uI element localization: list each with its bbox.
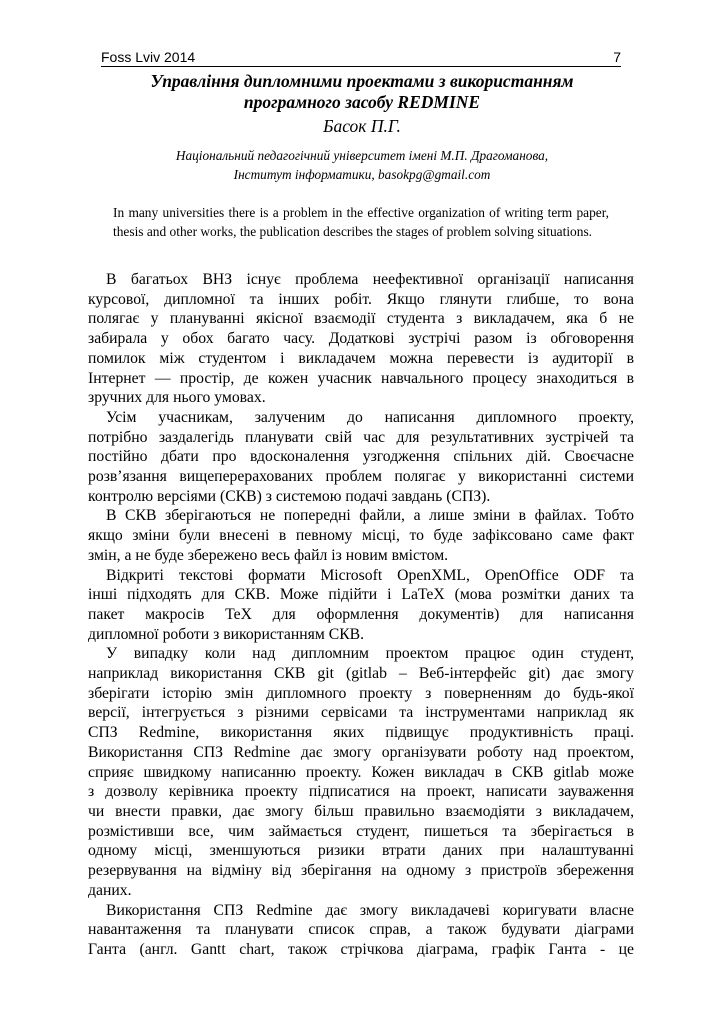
text-line: В СКВ зберігаються не попередні файли, а лише зміни в файлах. Тобто bbox=[106, 507, 634, 525]
text-line: СПЗ Redmine, використання яких підвищує продуктивність праці. bbox=[88, 724, 634, 742]
text-line: помилок між студентом і викладачем можна перевести із аудиторії в bbox=[88, 349, 634, 367]
body-paragraph bbox=[88, 644, 634, 900]
text-line: контролю версіями (СКВ) з системою подачі завдань (СПЗ). bbox=[88, 487, 491, 505]
text-line: Усім учасникам, залученим до написання дипломного проекту, bbox=[106, 408, 634, 426]
affiliation-line: Інститут інформатики, basokpg@gmail.com bbox=[233, 167, 491, 182]
text-line: Ганта (англ. Gantt chart, також стрічкова діаграма, графік Ганта - це bbox=[88, 940, 634, 958]
abstract: In many universities there is a problem in the effective organization of writing term paper, thesis and other works, the publication describes the stages of problem solving situations. bbox=[113, 205, 609, 239]
text-line: курсової, дипломної та інших робіт. Якщо глянути глибше, то вона bbox=[88, 290, 634, 308]
body-paragraph bbox=[88, 408, 634, 507]
text-line: постійно дбати про вдосконалення узгодження спільних дій. Своєчасне bbox=[88, 448, 634, 466]
text-line: розв’язання вищеперерахованих проблем полягає у використанні системи bbox=[88, 468, 634, 486]
text-line: сприяє швидкому написанню проекту. Кожен викладач в СКВ gitlab може bbox=[88, 763, 634, 781]
text-line: розмістивши все, чим займається студент, пишеться та зберігається в bbox=[88, 822, 634, 840]
text-line: дипломної роботи з використанням СКВ. bbox=[88, 625, 365, 643]
text-line: зручних для нього умовах. bbox=[88, 389, 266, 407]
text-line: з дозволу керівника проекту підписатися на проект, написати зауваження bbox=[88, 783, 634, 801]
body-paragraph bbox=[88, 566, 634, 645]
text-line: забирала у обох багато часу. Додаткові зустрічі разом із обговорення bbox=[88, 330, 634, 348]
affiliation-line: Національний педагогічний університет імені М.П. Драгоманова, bbox=[175, 148, 549, 163]
body-paragraph bbox=[88, 901, 634, 960]
text-line: У випадку коли над дипломним проектом працює один студент, bbox=[106, 645, 634, 663]
title-line: програмного засобу REDMINE bbox=[243, 92, 481, 112]
running-header bbox=[101, 48, 621, 67]
text-line: змін, а не буде збережено весь файл із новим вмістом. bbox=[88, 546, 449, 564]
text-line: інші підходять для СКВ. Може підійти і LaTeX (мова розмітки даних та bbox=[88, 586, 634, 604]
text-line: версії, інтегрується з різними сервісами та інструментами наприклад як bbox=[88, 704, 634, 722]
page-number: 7 bbox=[613, 49, 621, 65]
text-line: даних. bbox=[88, 881, 132, 899]
text-line: одному місці, зменшуються ризики втрати даних при налаштуванні bbox=[88, 842, 634, 860]
text-line: зберігати історію змін дипломного проекту з поверненням до будь-якої bbox=[88, 684, 634, 702]
paper-title bbox=[100, 71, 624, 113]
text-line: резервування на відміну від зберігання на одному з пристроїв збереження bbox=[88, 862, 634, 880]
text-line: якщо зміни були внесені в певному місці, то буде зафіксовано саме факт bbox=[88, 527, 634, 545]
text-line: навантаження та планувати список справ, а також будувати діаграми bbox=[88, 921, 634, 939]
body-text bbox=[88, 270, 634, 960]
text-line: полягає у плануванні якісної взаємодії студента з викладачем, яка б не bbox=[88, 310, 634, 328]
body-paragraph bbox=[88, 270, 634, 408]
body-paragraph bbox=[88, 506, 634, 565]
text-line: чи внести правки, дає змогу більш правильно взаємодіяти з викладачем, bbox=[88, 802, 634, 820]
text-line: Використання СПЗ Redmine дає змогу викладачеві коригувати власне bbox=[106, 901, 634, 919]
text-line: В багатьох ВНЗ існує проблема неефективної організації написання bbox=[106, 271, 634, 288]
text-line: потрібно заздалегідь планувати свій час для результативних зустрічей та bbox=[88, 428, 634, 446]
title-line: Управління дипломними проектами з використанням bbox=[150, 71, 574, 91]
text-line: пакет макросів TeX для оформлення документів) для написання bbox=[88, 605, 634, 623]
text-line: Відкриті текстові формати Microsoft OpenXML, OpenOffice ODF та bbox=[106, 566, 634, 584]
conference-name: Foss Lviv 2014 bbox=[101, 49, 196, 65]
text-line: наприклад використання СКВ git (gitlab – Веб-інтерфейс git) дає змогу bbox=[88, 665, 634, 683]
author-affiliation bbox=[100, 146, 624, 184]
text-line: Інтернет — простір, де кожен учасник навчального процесу знаходиться в bbox=[88, 369, 634, 387]
text-line: Використання СПЗ Redmine дає змогу організувати роботу над проектом, bbox=[88, 743, 634, 761]
author-name: Басок П.Г. bbox=[323, 116, 401, 136]
